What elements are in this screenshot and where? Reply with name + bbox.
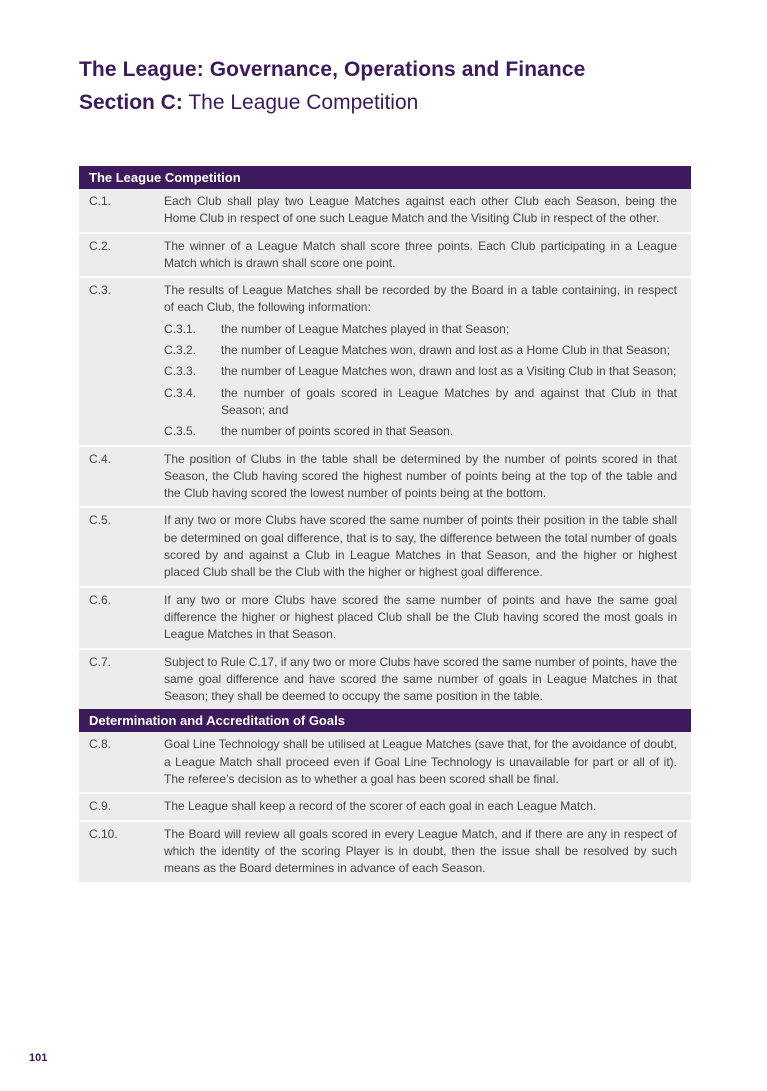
rule-text: If any two or more Clubs have scored the same number of points and have the same goal difference the higher or highest placed Club shall be the Club having scored the most goals in League Matches in that Season. [164,592,677,642]
rule-text: The position of Clubs in the table shall be determined by the number of points scored in that Season, the Club having scored the highest number of points being at the top of the table and the Club having scored the lowest number of points being at the bottom. [164,451,677,501]
rule-text: The Board will review all goals scored in every League Match, and if there are any in respect of which the identity of the scoring Player is in doubt, then the issue shall be resolved by such means as the Board determines in advance of each Season. [164,826,677,876]
rule-row [79,276,691,444]
section-name: The League Competition [188,91,419,114]
rule-number: C.4. [89,451,112,466]
sub-rule [164,423,677,440]
sub-rule-number: C.3.2. [164,343,197,358]
rule-row [79,586,691,648]
rule-body [164,736,677,788]
rule-row [79,232,691,277]
rule-row [79,732,691,792]
page-number: 101 [29,1052,48,1064]
section-heading: Determination and Accreditation of Goals [79,709,691,732]
sub-rule-text: the number of League Matches won, drawn and lost as a Visiting Club in that Season; [221,364,677,379]
rule-body [164,798,677,815]
rule-body [164,512,677,581]
rule-number: C.3. [89,283,112,298]
sub-rule-text: the number of League Matches played in that Season; [221,321,510,336]
rule-number: C.8. [89,737,112,752]
sub-rule [164,363,677,380]
sub-rule-text: the number of points scored in that Season. [221,424,454,439]
section-title [79,91,418,115]
rule-body [164,592,677,644]
rule-number: C.10. [89,826,118,841]
rule-body [164,238,677,273]
rule-text: The results of League Matches shall be recorded by the Board in a table containing, in respect of each Club, the following information: [164,283,677,315]
document-title: The League: Governance, Operations and Finance [79,58,586,81]
rule-body [164,282,677,440]
rule-text: If any two or more Clubs have scored the same number of points their position in the table shall be determined on goal difference, that is to say, the difference between the total number of goals scored by and against a Club in League Matches in that Season, and the higher or highest placed Club shall be the Club with the higher or highest goal difference. [164,513,677,580]
sub-rule [164,342,677,359]
sub-rule-number: C.3.3. [164,364,197,379]
sub-rule-number: C.3.5. [164,424,197,439]
rule-number: C.2. [89,238,112,253]
rule-number: C.1. [89,194,112,208]
rule-row [79,648,691,710]
section-heading: The League Competition [79,166,691,189]
sub-rule-number: C.3.4. [164,385,197,400]
rule-row [79,189,691,232]
rule-body [164,826,677,878]
sub-rule-text: the number of goals scored in League Matches by and against that Club in that Season; and [221,385,677,417]
rule-text: Subject to Rule C.17, if any two or more Clubs have scored the same number of points, have the same goal difference and have scored the same number of goals in League Matches in that Season; they shall be deemed to occupy the same position in the table. [164,654,677,704]
rule-body [164,654,677,706]
rule-row [79,445,691,507]
sub-rule-number: C.3.1. [164,321,197,336]
rule-row [79,820,691,882]
rule-text: The winner of a League Match shall score three points. Each Club participating in a League Match which is drawn shall score one point. [164,238,677,270]
rule-text: The League shall keep a record of the scorer of each goal in each League Match. [164,799,597,814]
rule-number: C.9. [89,799,112,814]
rule-text: Goal Line Technology shall be utilised at League Matches (save that, for the avoidance of doubt, a League Match shall proceed even if Goal Line Technology is unavailable for part or all of it). The referee’s decision as to whether a goal has been scored shall be final. [164,737,677,787]
rule-row [79,792,691,819]
section-label: Section C: [79,91,183,114]
rule-text: Each Club shall play two League Matches against each other Club each Season, being the Home Club in respect of one such League Match and the Visiting Club in respect of the other. [164,194,677,226]
rules-table [79,166,691,882]
rule-number: C.7. [89,654,112,669]
sub-rule [164,321,677,338]
rule-body [164,451,677,503]
rule-body [164,193,677,228]
rule-row [79,506,691,585]
rule-number: C.5. [89,513,112,528]
sub-rule-text: the number of League Matches won, drawn and lost as a Home Club in that Season; [221,343,670,358]
rule-number: C.6. [89,592,112,607]
sub-rule [164,385,677,420]
